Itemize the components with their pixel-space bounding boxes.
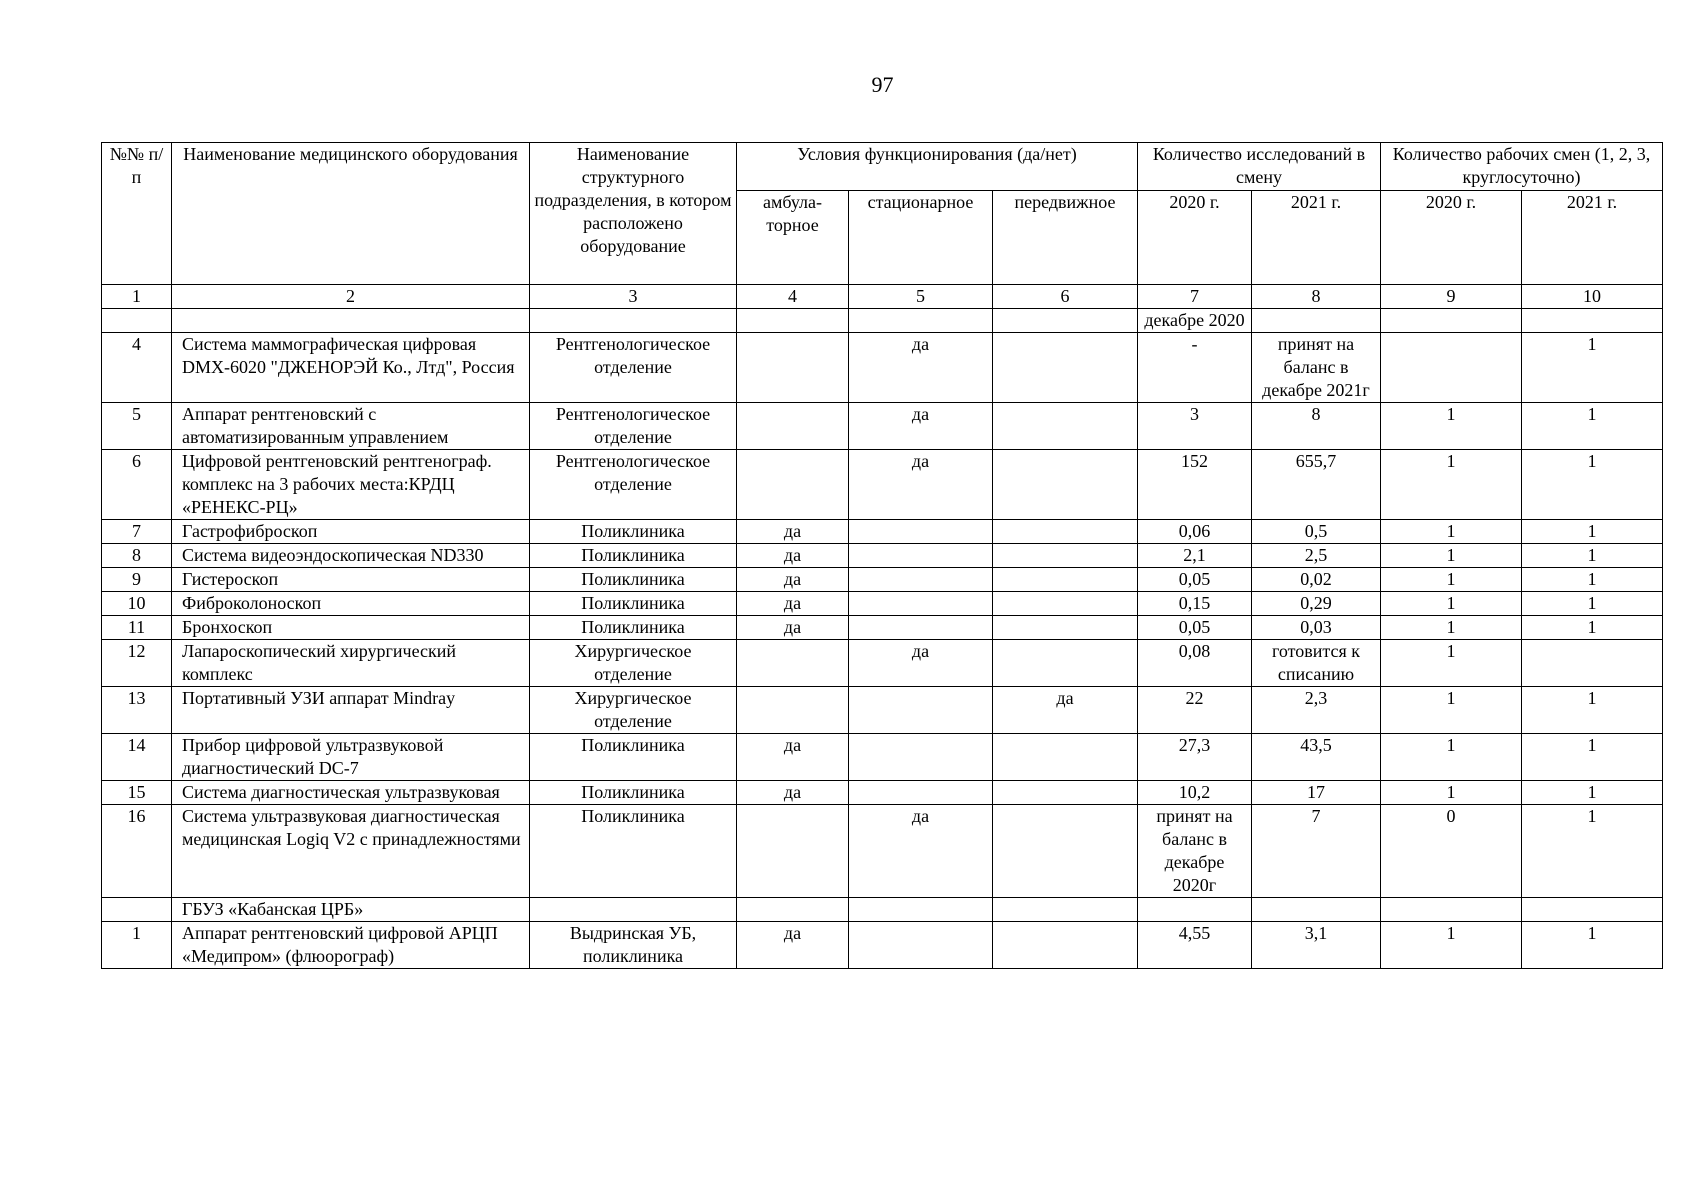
department: [530, 309, 737, 333]
table-row: [102, 309, 1663, 333]
row-number: 13: [102, 687, 172, 734]
row-number: [102, 898, 172, 922]
table-row: [102, 640, 1663, 687]
row-number: 14: [102, 734, 172, 781]
department: Поликлиника: [530, 568, 737, 592]
row-number: 4: [102, 333, 172, 403]
department: Рентгенологическое отделение: [530, 450, 737, 520]
mobile-flag: [993, 309, 1138, 333]
shifts-2021: 1: [1522, 592, 1663, 616]
header-name: Наименование медицинского оборудования: [172, 143, 530, 285]
department: Хирургическое отделение: [530, 640, 737, 687]
row-number: 15: [102, 781, 172, 805]
table-row: [102, 450, 1663, 520]
shifts-2021: [1522, 640, 1663, 687]
column-number-row: [102, 285, 1663, 309]
studies-2020: 0,05: [1138, 568, 1252, 592]
shifts-2020: 1: [1381, 544, 1522, 568]
shifts-2021: 1: [1522, 616, 1663, 640]
shifts-2021: [1522, 898, 1663, 922]
table-row: [102, 687, 1663, 734]
equipment-name: Система маммографическая цифровая DMX-6020 "ДЖЕНОРЭЙ Ко., Лтд", Россия: [172, 333, 530, 403]
shifts-2020: 1: [1381, 922, 1522, 969]
column-number: 5: [849, 285, 993, 309]
inpatient-flag: [849, 687, 993, 734]
shifts-2020: 1: [1381, 592, 1522, 616]
department: Поликлиника: [530, 520, 737, 544]
ambulatory-flag: [737, 333, 849, 403]
header-mobile: передвижное: [993, 191, 1138, 285]
inpatient-flag: [849, 309, 993, 333]
shifts-2021: 1: [1522, 734, 1663, 781]
row-number: 7: [102, 520, 172, 544]
studies-2020: [1138, 898, 1252, 922]
mobile-flag: [993, 568, 1138, 592]
column-number: 1: [102, 285, 172, 309]
inpatient-flag: да: [849, 333, 993, 403]
shifts-2021: 1: [1522, 333, 1663, 403]
shifts-2021: 1: [1522, 687, 1663, 734]
studies-2021: [1252, 898, 1381, 922]
ambulatory-flag: [737, 403, 849, 450]
shifts-2020: 1: [1381, 616, 1522, 640]
studies-2020: 0,05: [1138, 616, 1252, 640]
shifts-2020: [1381, 333, 1522, 403]
shifts-2021: 1: [1522, 544, 1663, 568]
shifts-2020: 1: [1381, 520, 1522, 544]
shifts-2020: 1: [1381, 734, 1522, 781]
studies-2021: 17: [1252, 781, 1381, 805]
ambulatory-flag: да: [737, 544, 849, 568]
inpatient-flag: [849, 781, 993, 805]
studies-2020: 4,55: [1138, 922, 1252, 969]
shifts-2021: 1: [1522, 922, 1663, 969]
header-studies: Количество исследований в смену: [1138, 143, 1381, 191]
mobile-flag: [993, 520, 1138, 544]
ambulatory-flag: да: [737, 616, 849, 640]
mobile-flag: [993, 544, 1138, 568]
mobile-flag: [993, 450, 1138, 520]
shifts-2021: 1: [1522, 568, 1663, 592]
inpatient-flag: [849, 568, 993, 592]
studies-2020: 0,15: [1138, 592, 1252, 616]
shifts-2020: 1: [1381, 687, 1522, 734]
row-number: 10: [102, 592, 172, 616]
studies-2021: принят на баланс в декабре 2021г: [1252, 333, 1381, 403]
inpatient-flag: [849, 734, 993, 781]
mobile-flag: [993, 922, 1138, 969]
studies-2021: 2,3: [1252, 687, 1381, 734]
studies-2021: готовится к списанию: [1252, 640, 1381, 687]
header-shifts: Количество рабочих смен (1, 2, 3, круглосуточно): [1381, 143, 1663, 191]
studies-2021: 8: [1252, 403, 1381, 450]
ambulatory-flag: [737, 450, 849, 520]
page-number: 97: [871, 72, 894, 97]
studies-2020: 3: [1138, 403, 1252, 450]
equipment-name: Гистероскоп: [172, 568, 530, 592]
inpatient-flag: [849, 922, 993, 969]
equipment-name: Цифровой рентгеновский рентгенограф. комплекс на 3 рабочих места:КРДЦ «РЕНЕКС-РЦ»: [172, 450, 530, 520]
header-shifts-2021: 2021 г.: [1522, 191, 1663, 285]
equipment-name: Лапароскопический хирургический комплекс: [172, 640, 530, 687]
column-number: 2: [172, 285, 530, 309]
ambulatory-flag: да: [737, 520, 849, 544]
inpatient-flag: да: [849, 450, 993, 520]
department: Хирургическое отделение: [530, 687, 737, 734]
shifts-2021: 1: [1522, 450, 1663, 520]
studies-2020: 27,3: [1138, 734, 1252, 781]
studies-2021: 0,02: [1252, 568, 1381, 592]
mobile-flag: [993, 805, 1138, 898]
row-number: 11: [102, 616, 172, 640]
inpatient-flag: да: [849, 640, 993, 687]
mobile-flag: [993, 781, 1138, 805]
studies-2020: принят на баланс в декабре 2020г: [1138, 805, 1252, 898]
shifts-2021: 1: [1522, 805, 1663, 898]
table-row: [102, 734, 1663, 781]
studies-2021: 0,5: [1252, 520, 1381, 544]
mobile-flag: [993, 898, 1138, 922]
ambulatory-flag: да: [737, 781, 849, 805]
studies-2020: 22: [1138, 687, 1252, 734]
column-number: 3: [530, 285, 737, 309]
row-number: 16: [102, 805, 172, 898]
column-number: 6: [993, 285, 1138, 309]
row-number: 5: [102, 403, 172, 450]
shifts-2021: 1: [1522, 520, 1663, 544]
header-studies-2020: 2020 г.: [1138, 191, 1252, 285]
studies-2021: 0,29: [1252, 592, 1381, 616]
equipment-name: Портативный УЗИ аппарат Mindray: [172, 687, 530, 734]
studies-2021: 2,5: [1252, 544, 1381, 568]
department: Рентгенологическое отделение: [530, 333, 737, 403]
studies-2020: декабре 2020: [1138, 309, 1252, 333]
mobile-flag: [993, 333, 1138, 403]
shifts-2021: [1522, 309, 1663, 333]
equipment-name: Прибор цифровой ультразвуковой диагностический DC-7: [172, 734, 530, 781]
ambulatory-flag: да: [737, 592, 849, 616]
shifts-2021: 1: [1522, 403, 1663, 450]
studies-2021: 7: [1252, 805, 1381, 898]
equipment-name: [172, 309, 530, 333]
department: Поликлиника: [530, 616, 737, 640]
mobile-flag: [993, 403, 1138, 450]
inpatient-flag: [849, 520, 993, 544]
table-row: [102, 922, 1663, 969]
table-body: [102, 309, 1663, 969]
mobile-flag: да: [993, 687, 1138, 734]
ambulatory-flag: [737, 640, 849, 687]
mobile-flag: [993, 616, 1138, 640]
mobile-flag: [993, 592, 1138, 616]
shifts-2020: 0: [1381, 805, 1522, 898]
shifts-2020: 1: [1381, 568, 1522, 592]
department: [530, 898, 737, 922]
table-row: [102, 898, 1663, 922]
studies-2021: 655,7: [1252, 450, 1381, 520]
equipment-name: Бронхоскоп: [172, 616, 530, 640]
header-inpatient: стационарное: [849, 191, 993, 285]
studies-2020: 0,08: [1138, 640, 1252, 687]
equipment-name: ГБУЗ «Кабанская ЦРБ»: [172, 898, 530, 922]
studies-2021: 3,1: [1252, 922, 1381, 969]
ambulatory-flag: да: [737, 568, 849, 592]
shifts-2021: 1: [1522, 781, 1663, 805]
studies-2020: 2,1: [1138, 544, 1252, 568]
equipment-name: Система ультразвуковая диагностическая медицинская Logiq V2 с принадлежностями: [172, 805, 530, 898]
mobile-flag: [993, 640, 1138, 687]
table-row: [102, 520, 1663, 544]
studies-2020: 0,06: [1138, 520, 1252, 544]
header-shifts-2020: 2020 г.: [1381, 191, 1522, 285]
header-ambulatory: амбула-торное: [737, 191, 849, 285]
equipment-name: Аппарат рентгеновский с автоматизированным управлением: [172, 403, 530, 450]
column-number: 8: [1252, 285, 1381, 309]
studies-2020: -: [1138, 333, 1252, 403]
table-row: [102, 544, 1663, 568]
row-number: 6: [102, 450, 172, 520]
inpatient-flag: [849, 898, 993, 922]
shifts-2020: 1: [1381, 403, 1522, 450]
header-dept: Наименование структурного подразделения, в котором расположено оборудование: [530, 143, 737, 285]
equipment-name: Фиброколоноскоп: [172, 592, 530, 616]
shifts-2020: [1381, 309, 1522, 333]
inpatient-flag: [849, 616, 993, 640]
shifts-2020: 1: [1381, 450, 1522, 520]
department: Поликлиника: [530, 805, 737, 898]
department: Рентгенологическое отделение: [530, 403, 737, 450]
department: Поликлиника: [530, 781, 737, 805]
shifts-2020: 1: [1381, 781, 1522, 805]
studies-2021: 0,03: [1252, 616, 1381, 640]
table-row: [102, 781, 1663, 805]
inpatient-flag: [849, 544, 993, 568]
header-num: №№ п/п: [102, 143, 172, 285]
inpatient-flag: да: [849, 805, 993, 898]
inpatient-flag: да: [849, 403, 993, 450]
studies-2020: 152: [1138, 450, 1252, 520]
header-conditions: Условия функционирования (да/нет): [737, 143, 1138, 191]
ambulatory-flag: [737, 309, 849, 333]
row-number: [102, 309, 172, 333]
row-number: 8: [102, 544, 172, 568]
equipment-name: Система диагностическая ультразвуковая: [172, 781, 530, 805]
header-studies-2021: 2021 г.: [1252, 191, 1381, 285]
row-number: 1: [102, 922, 172, 969]
ambulatory-flag: [737, 898, 849, 922]
ambulatory-flag: [737, 805, 849, 898]
department: Поликлиника: [530, 734, 737, 781]
shifts-2020: 1: [1381, 640, 1522, 687]
row-number: 12: [102, 640, 172, 687]
equipment-name: Система видеоэндоскопическая ND330: [172, 544, 530, 568]
column-number: 10: [1522, 285, 1663, 309]
shifts-2020: [1381, 898, 1522, 922]
department: Поликлиника: [530, 544, 737, 568]
studies-2020: 10,2: [1138, 781, 1252, 805]
equipment-table: [101, 142, 1663, 969]
equipment-name: Аппарат рентгеновский цифровой АРЦП «Медипром» (флюорограф): [172, 922, 530, 969]
ambulatory-flag: да: [737, 734, 849, 781]
department: Поликлиника: [530, 592, 737, 616]
equipment-name: Гастрофиброскоп: [172, 520, 530, 544]
inpatient-flag: [849, 592, 993, 616]
column-number: 4: [737, 285, 849, 309]
ambulatory-flag: [737, 687, 849, 734]
department: Выдринская УБ, поликлиника: [530, 922, 737, 969]
row-number: 9: [102, 568, 172, 592]
ambulatory-flag: да: [737, 922, 849, 969]
studies-2021: 43,5: [1252, 734, 1381, 781]
table-row: [102, 592, 1663, 616]
table-row: [102, 805, 1663, 898]
table-header: [102, 143, 1663, 309]
studies-2021: [1252, 309, 1381, 333]
table-row: [102, 333, 1663, 403]
table-row: [102, 403, 1663, 450]
table-row: [102, 616, 1663, 640]
table-row: [102, 568, 1663, 592]
column-number: 7: [1138, 285, 1252, 309]
mobile-flag: [993, 734, 1138, 781]
column-number: 9: [1381, 285, 1522, 309]
